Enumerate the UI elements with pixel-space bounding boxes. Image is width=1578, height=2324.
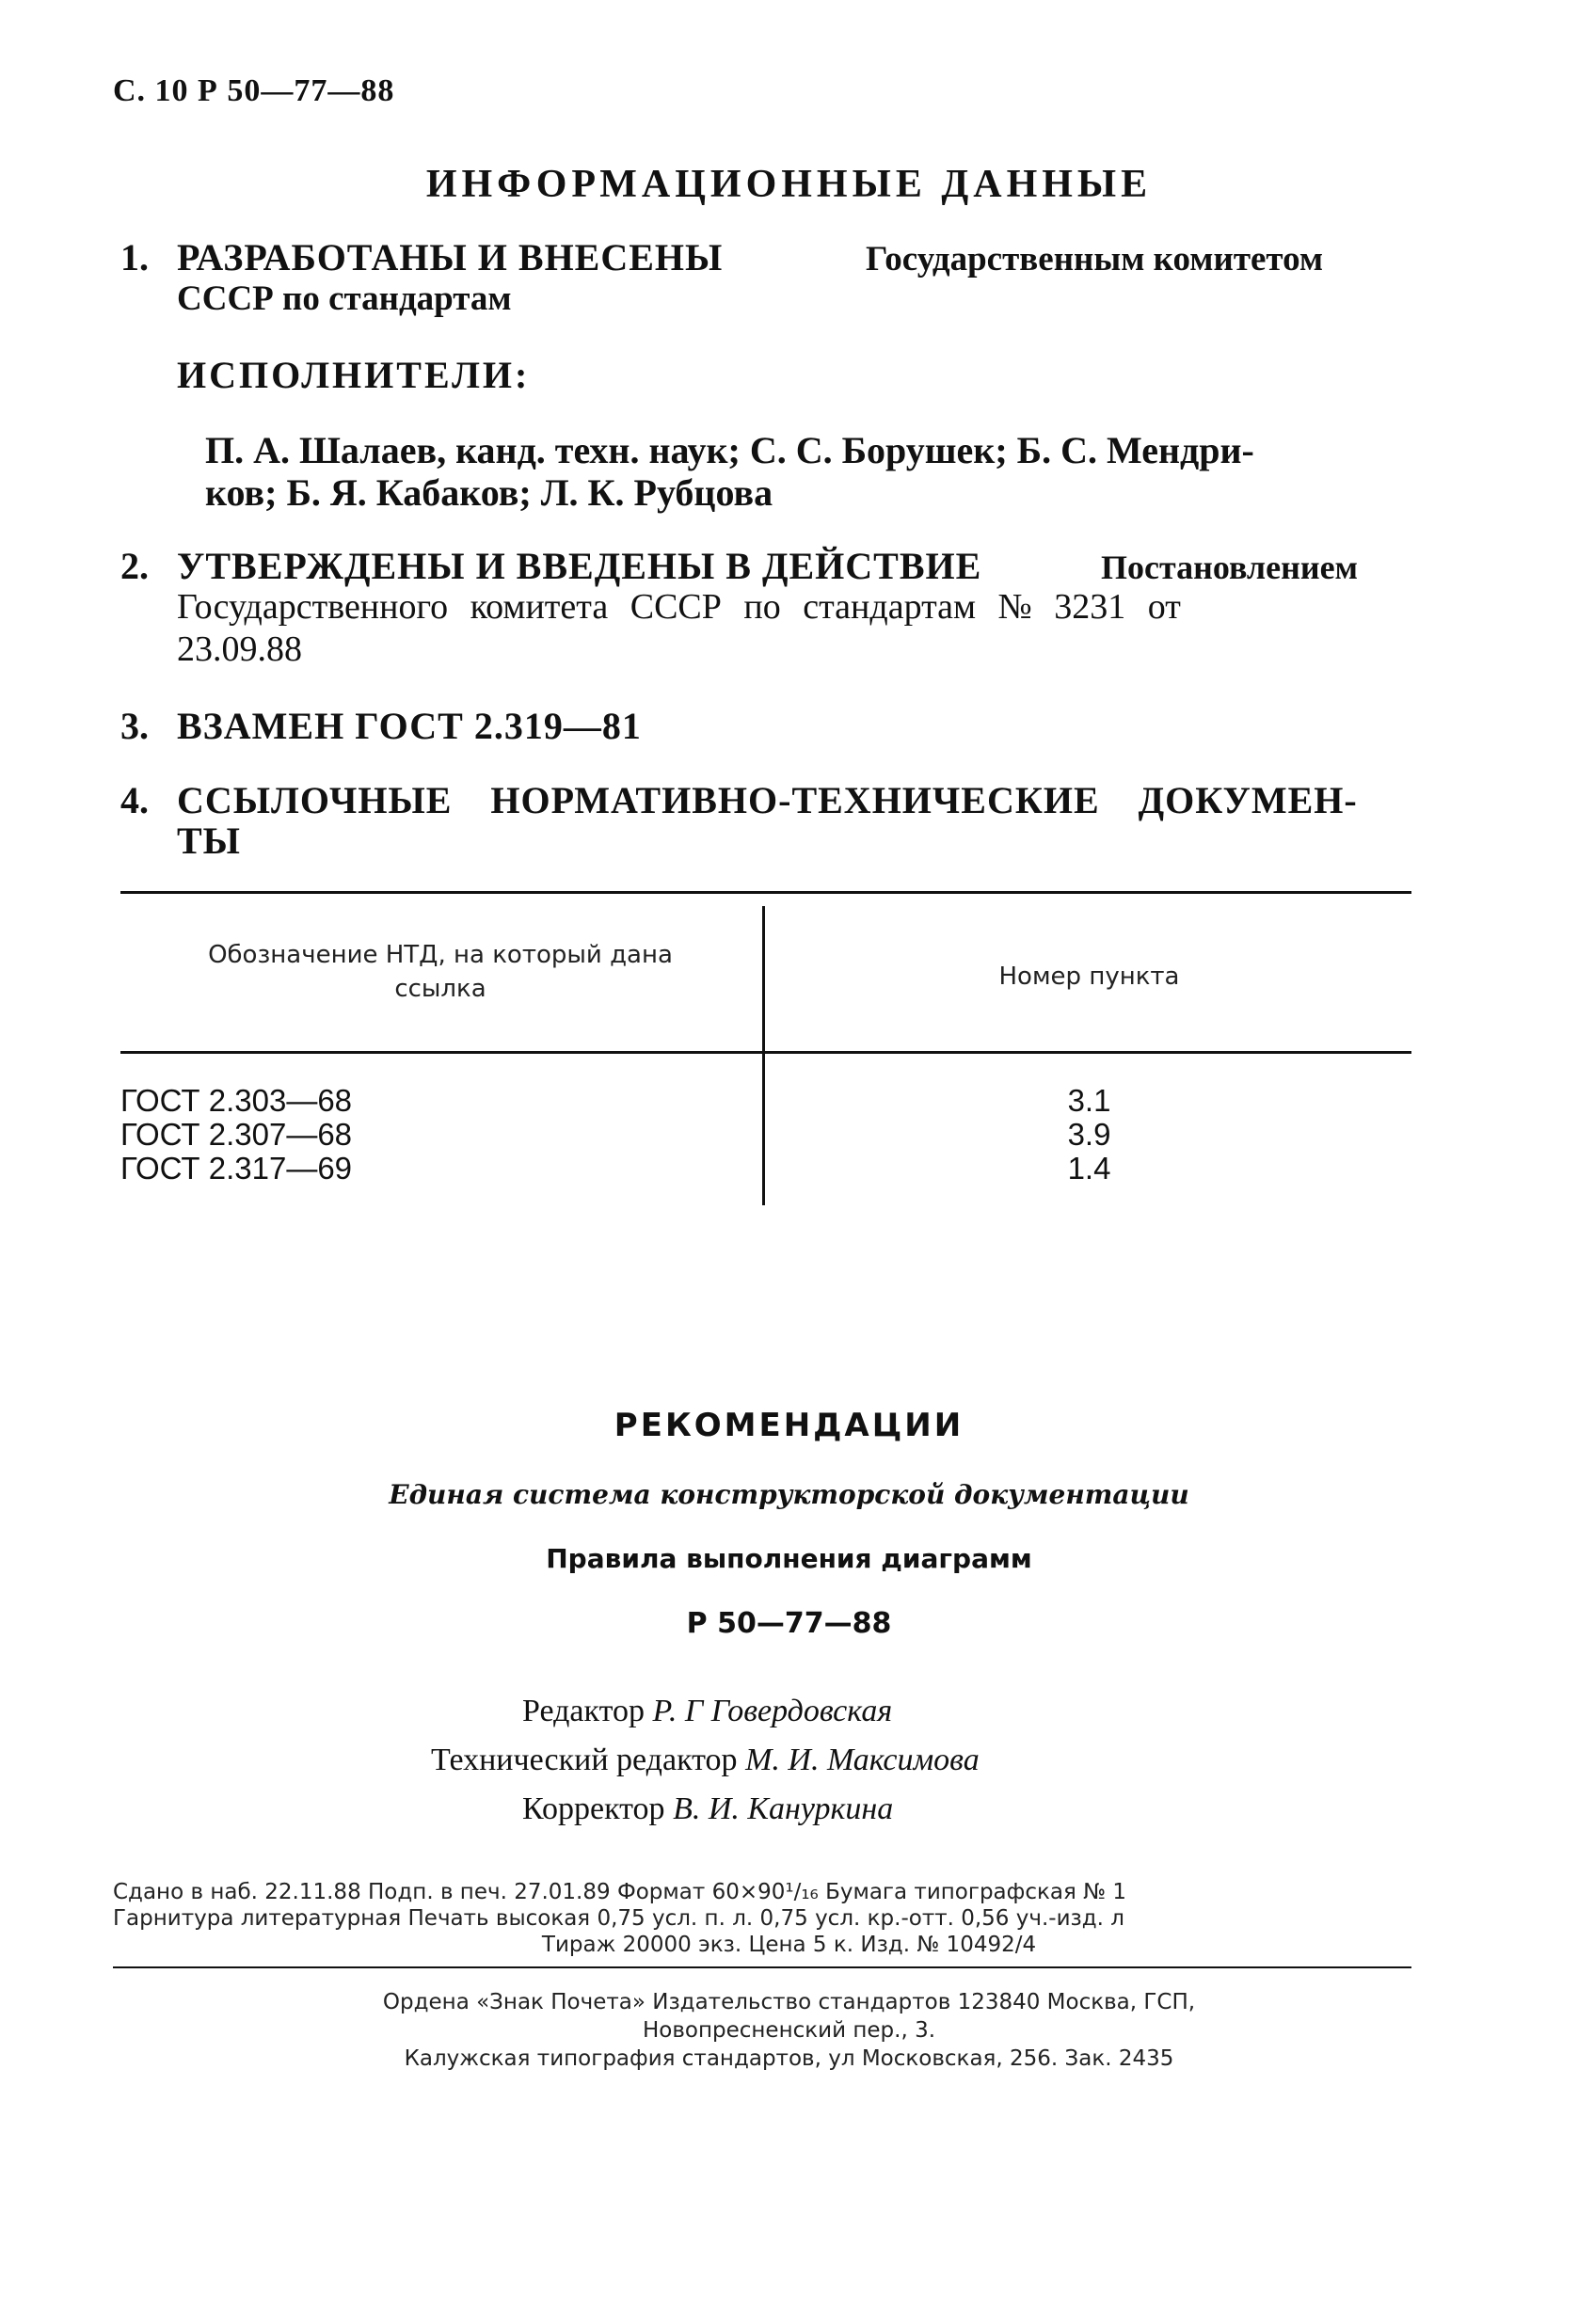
table-row-1-doc: ГОСТ 2.303—68 bbox=[120, 1083, 353, 1118]
credit-editor-name: Р. Г Говердовская bbox=[652, 1694, 893, 1728]
credit-tech-editor-label: Технический редактор bbox=[431, 1743, 738, 1777]
item-1-lead: РАЗРАБОТАНЫ И ВНЕСЕНЫ bbox=[177, 236, 724, 279]
credit-editor bbox=[522, 1694, 892, 1729]
item-4-line2: ТЫ bbox=[177, 820, 241, 862]
imprint-line-2: Гарнитура литературная Печать высокая 0,75 усл. п. л. 0,75 усл. кр.-отт. 0,56 уч.-изд. л bbox=[113, 1906, 1124, 1931]
table-row-3-clause: 1.4 bbox=[1067, 1151, 1111, 1186]
document-title: ИНФОРМАЦИОННЫЕ ДАННЫЕ bbox=[425, 163, 1153, 206]
recommendations-subtitle: Единая система конструкторской документации bbox=[389, 1479, 1189, 1510]
publisher-line-3: Калужская типография стандартов, ул Московская, 256. Зак. 2435 bbox=[404, 2046, 1174, 2071]
table-row-2-clause: 3.9 bbox=[1067, 1117, 1111, 1152]
item-2-rest: Постановлением bbox=[1101, 549, 1359, 586]
item-1-line2: СССР по стандартам bbox=[177, 279, 512, 318]
publisher-line-1: Ордена «Знак Почета» Издательство стандартов 123840 Москва, ГСП, bbox=[382, 1990, 1196, 2014]
imprint-rule bbox=[113, 1966, 1411, 1968]
credit-editor-label: Редактор bbox=[522, 1694, 645, 1728]
performers-heading: ИСПОЛНИТЕЛИ: bbox=[177, 354, 531, 396]
item-2-line2: Государственного комитета СССР по стандартам № 3231 от bbox=[177, 587, 1181, 627]
imprint-line-3: Тираж 20000 экз. Цена 5 к. Изд. № 10492/4 bbox=[541, 1933, 1037, 1957]
item-4-number: 4. bbox=[120, 779, 149, 821]
item-3-text: ВЗАМЕН ГОСТ 2.319—81 bbox=[177, 705, 642, 747]
credit-tech-editor-name: М. И. Максимова bbox=[745, 1743, 980, 1777]
table-col1-header-line1: Обозначение НТД, на который дана bbox=[208, 941, 673, 969]
item-2-number: 2. bbox=[120, 545, 149, 587]
table-row-3-doc: ГОСТ 2.317—69 bbox=[120, 1151, 353, 1186]
table-row-2-doc: ГОСТ 2.307—68 bbox=[120, 1117, 353, 1152]
publisher-line-2: Новопресненский пер., 3. bbox=[642, 2018, 936, 2043]
page-header: С. 10 Р 50—77—88 bbox=[113, 73, 395, 108]
item-2-line3: 23.09.88 bbox=[177, 629, 302, 669]
table-col1-header-line2: ссылка bbox=[394, 975, 486, 1003]
item-2-lead: УТВЕРЖДЕНЫ И ВВЕДЕНЫ В ДЕЙСТВИЕ bbox=[177, 545, 982, 587]
credit-proofreader-name: В. И. Кануркина bbox=[673, 1791, 894, 1826]
recommendations-code: Р 50—77—88 bbox=[686, 1607, 892, 1640]
performers-line-2: ков; Б. Я. Кабаков; Л. К. Рубцова bbox=[205, 471, 773, 514]
item-3-number: 3. bbox=[120, 705, 149, 747]
item-1-number: 1. bbox=[120, 236, 149, 279]
table-header-rule bbox=[120, 1051, 1411, 1054]
table-column-divider bbox=[762, 906, 765, 1205]
imprint-line-1: Сдано в наб. 22.11.88 Подп. в печ. 27.01.89 Формат 60×90¹/₁₆ Бумага типографская № 1 bbox=[113, 1880, 1126, 1904]
credit-proofreader bbox=[522, 1791, 893, 1827]
recommendations-rules: Правила выполнения диаграмм bbox=[546, 1543, 1032, 1574]
table-top-rule bbox=[120, 891, 1411, 894]
recommendations-title: РЕКОМЕНДАЦИИ bbox=[614, 1407, 964, 1444]
credit-tech-editor bbox=[431, 1743, 980, 1778]
credit-proofreader-label: Корректор bbox=[522, 1791, 665, 1826]
table-col2-header: Номер пункта bbox=[998, 963, 1180, 991]
item-1-rest: Государственным комитетом bbox=[866, 240, 1324, 279]
table-row-1-clause: 3.1 bbox=[1067, 1083, 1111, 1118]
performers-line-1: П. А. Шалаев, канд. техн. наук; С. С. Борушек; Б. С. Мендри- bbox=[205, 429, 1254, 471]
item-4-line1: ССЫЛОЧНЫЕ НОРМАТИВНО-ТЕХНИЧЕСКИЕ ДОКУМЕН- bbox=[177, 779, 1358, 821]
